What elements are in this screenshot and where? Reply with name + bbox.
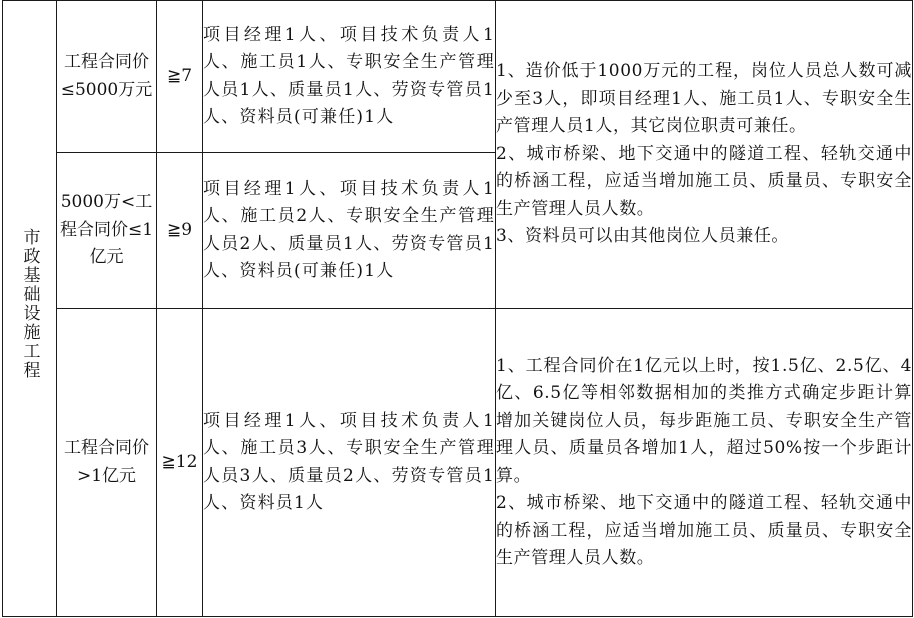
staff-roles-text: 项目经理1人、项目技术负责人1人、施工员1人、专职安全生产管理人员1人、质量员1人、劳资专管员1人、资料员(可兼任)1人 [203,24,495,127]
staffing-requirements-table [2,0,913,617]
notes-text: 1、造价低于1000万元的工程，岗位人员总人数可减少至3人，即项目经理1人、施工员1人、专职安全生产管理人员1人，其它岗位职责可兼任。 2、城市桥梁、地下交通中的隧道工程、轻轨交通中的桥涵工程，应适当增加施工员、质量员、专职安全生产管理人员人数。 3、资料员可以由其他岗位人员兼任。 [496,61,912,247]
staff-count-cell [157,1,203,153]
staff-roles-text: 项目经理1人、项目技术负责人1人、施工员3人、专职安全生产管理人员3人、质量员2人、劳资专管员1人、资料员1人 [203,410,495,513]
notes-cell [496,1,913,309]
notes-text: 1、工程合同价在1亿元以上时，按1.5亿、2.5亿、4亿、6.5亿等相邻数据相加的类推方式确定步距计算增加关键岗位人员，每步距施工员、专职安全生产管理人员、质量员各增加1人，超过50%按一个步距计算。 2、城市桥梁、地下交通中的隧道工程、轻轨交通中的桥涵工程，应适当增加施工员、质量员、专职安全生产管理人员人数。 [496,355,912,568]
contract-price-text: 5000万<工程合同价≤1亿元 [59,192,154,268]
table-row [3,309,913,617]
staff-count-text: ≧12 [161,451,198,472]
project-category-label: 市政基础设施工程 [19,227,40,380]
project-category-cell [3,1,57,617]
staff-count-text: ≧9 [166,219,193,240]
table-row [3,1,913,153]
notes-cell [496,309,913,617]
staff-roles-cell [203,1,496,153]
staff-count-cell [157,309,203,617]
contract-price-cell [57,1,157,153]
staff-count-text: ≧7 [166,65,193,86]
staff-roles-text: 项目经理1人、项目技术负责人1人、施工员2人、专职安全生产管理人员2人、质量员1人、劳资专管员1人、资料员(可兼任)1人 [203,178,495,281]
contract-price-text: 工程合同价≤5000万元 [60,52,153,100]
staff-roles-cell [203,309,496,617]
contract-price-text: 工程合同价>1亿元 [64,438,149,486]
contract-price-cell [57,153,157,309]
staff-count-cell [157,153,203,309]
contract-price-cell [57,309,157,617]
staff-roles-cell [203,153,496,309]
